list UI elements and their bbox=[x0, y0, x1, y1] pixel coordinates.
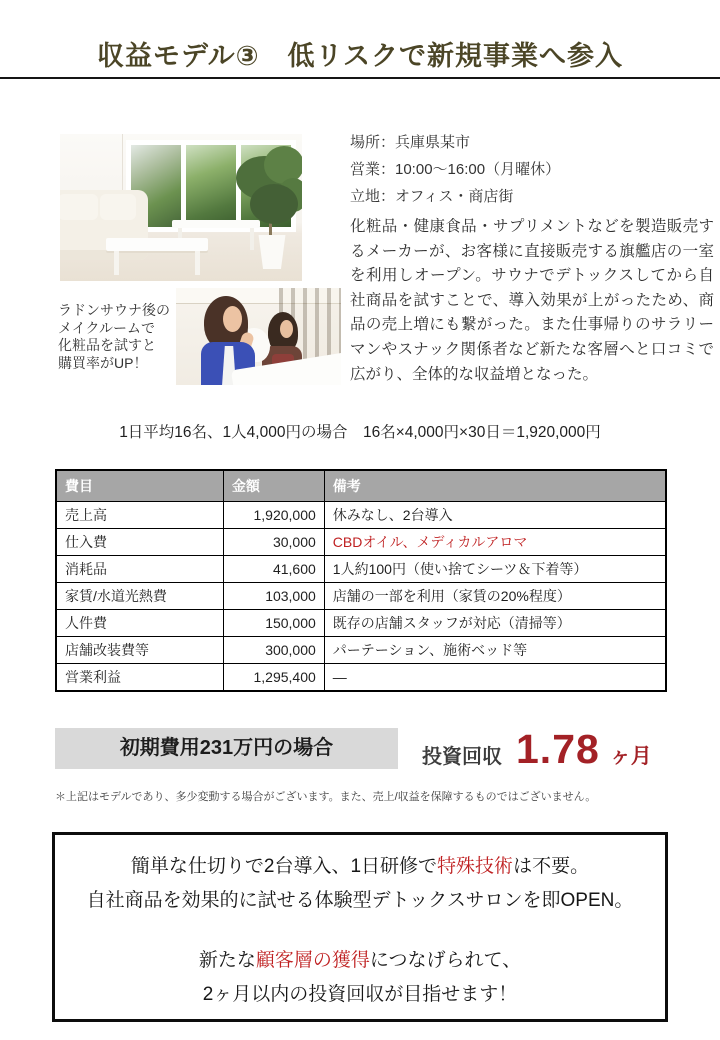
table-header-row bbox=[56, 470, 666, 502]
sofa-cushion bbox=[100, 194, 136, 220]
cell-note: 既存の店舗スタッフが対応（清掃等） bbox=[324, 610, 666, 637]
highlight-text: は不要。 bbox=[513, 856, 590, 877]
initial-cost-box: 初期費用231万円の場合 bbox=[55, 728, 398, 769]
highlight-red-text: 顧客層の獲得 bbox=[255, 950, 370, 971]
table-row bbox=[56, 610, 666, 637]
table-row bbox=[56, 664, 666, 692]
sofa-cushion bbox=[60, 194, 98, 220]
cell-amount: 103,000 bbox=[223, 583, 324, 610]
caption-line: メイクルームで bbox=[58, 319, 156, 336]
cell-amount: 150,000 bbox=[223, 610, 324, 637]
highlight-text: につなげられて、 bbox=[369, 950, 522, 971]
cell-amount: 1,920,000 bbox=[223, 502, 324, 529]
coffee-table bbox=[106, 238, 208, 251]
cell-amount: 41,600 bbox=[223, 556, 324, 583]
cell-item: 売上高 bbox=[56, 502, 223, 529]
header-amount: 金額 bbox=[223, 470, 324, 502]
cell-item: 消耗品 bbox=[56, 556, 223, 583]
cost-table bbox=[55, 469, 667, 692]
investment-recovery bbox=[422, 726, 652, 773]
caption-line: 購買率がUP！ bbox=[58, 354, 148, 371]
header-item: 費目 bbox=[56, 470, 223, 502]
cell-note: CBDオイル、メディカルアロマ bbox=[324, 529, 666, 556]
title-divider bbox=[0, 77, 720, 79]
table-row bbox=[56, 583, 666, 610]
table-leg bbox=[195, 251, 200, 275]
cell-note: 1人約100円（使い捨てシーツ＆下着等） bbox=[324, 556, 666, 583]
cell-item: 家賃/水道光熱費 bbox=[56, 583, 223, 610]
background-woman-face bbox=[280, 320, 293, 338]
recovery-value: 1.78 bbox=[516, 726, 600, 772]
cell-note: ― bbox=[324, 664, 666, 692]
highlight-red-text: 特殊技術 bbox=[437, 856, 514, 877]
highlight-line-3 bbox=[55, 944, 665, 978]
cell-item: 店舗改装費等 bbox=[56, 637, 223, 664]
cell-amount: 1,295,400 bbox=[223, 664, 324, 692]
info-area: 立地：オフィス・商店街 bbox=[350, 188, 514, 205]
caption-line: 化粧品を試すと bbox=[58, 337, 156, 353]
table-row bbox=[56, 529, 666, 556]
table-leg bbox=[114, 251, 119, 275]
highlight-line-2: 自社商品を効果的に試せる体験型デトックスサロンを即OPEN。 bbox=[86, 890, 634, 911]
table-row bbox=[56, 502, 666, 529]
recovery-label: 投資回収 bbox=[422, 746, 502, 768]
table-row bbox=[56, 637, 666, 664]
description-paragraph: 化粧品・健康食品・サプリメントなどを製造販売するメーカーが、お客様に直接販売する旗艦店の一室を利用しオープン。サウナでデトックスしてから自社商品を試すことで、導入効果が上がったため、商品の売上増にも繋がった。また仕事帰りのサラリーマンやスナック関係者など新たな客層へと口コミで広がり、全体的な収益増となった。 bbox=[350, 218, 714, 383]
cell-item: 人件費 bbox=[56, 610, 223, 637]
shop-info bbox=[350, 129, 712, 210]
highlight-text: 新たな bbox=[198, 950, 256, 971]
cell-item: 仕入費 bbox=[56, 529, 223, 556]
disclaimer-note: ＊上記はモデルであり、多少変動する場合がございます。また、売上/収益を保障するものではございません。 bbox=[55, 791, 597, 803]
highlight-line-1 bbox=[55, 850, 665, 884]
cell-item: 営業利益 bbox=[56, 664, 223, 692]
info-hours: 営業：10:00～16:00（月曜休） bbox=[350, 161, 561, 178]
cell-note: 店舗の一部を利用（家賃の20%程度） bbox=[324, 583, 666, 610]
foreground-woman-face bbox=[223, 306, 242, 332]
bench bbox=[172, 220, 260, 228]
cell-note: 休みなし、2台導入 bbox=[324, 502, 666, 529]
photo-caption bbox=[58, 302, 176, 372]
makeup-room-photo bbox=[176, 288, 341, 385]
table-row bbox=[56, 556, 666, 583]
highlight-text: 簡単な仕切りで2台導入、1日研修で bbox=[130, 856, 438, 877]
revenue-calculation: 1日平均16名、1人4,000円の場合 16名×4,000円×30日＝1,920,000円 bbox=[119, 424, 601, 441]
header-note: 備考 bbox=[324, 470, 666, 502]
plant-foliage bbox=[250, 184, 298, 224]
cell-note: パーテーション、施術ベッド等 bbox=[324, 637, 666, 664]
cell-amount: 30,000 bbox=[223, 529, 324, 556]
info-location: 場所：兵庫県某市 bbox=[350, 134, 471, 151]
caption-line: ラドンサウナ後の bbox=[58, 302, 170, 318]
living-room-photo bbox=[60, 134, 302, 281]
window-pane bbox=[186, 145, 236, 227]
summary-highlight-box bbox=[52, 832, 668, 1022]
recovery-unit: ヶ月 bbox=[609, 745, 652, 768]
plant-pot bbox=[256, 235, 288, 269]
bench-leg bbox=[250, 228, 254, 250]
cell-amount: 300,000 bbox=[223, 637, 324, 664]
page-title: 収益モデル③ 低リスクで新規事業へ参入 bbox=[97, 41, 623, 71]
highlight-line-4: 2ヶ月以内の投資回収が目指せます！ bbox=[202, 984, 518, 1005]
